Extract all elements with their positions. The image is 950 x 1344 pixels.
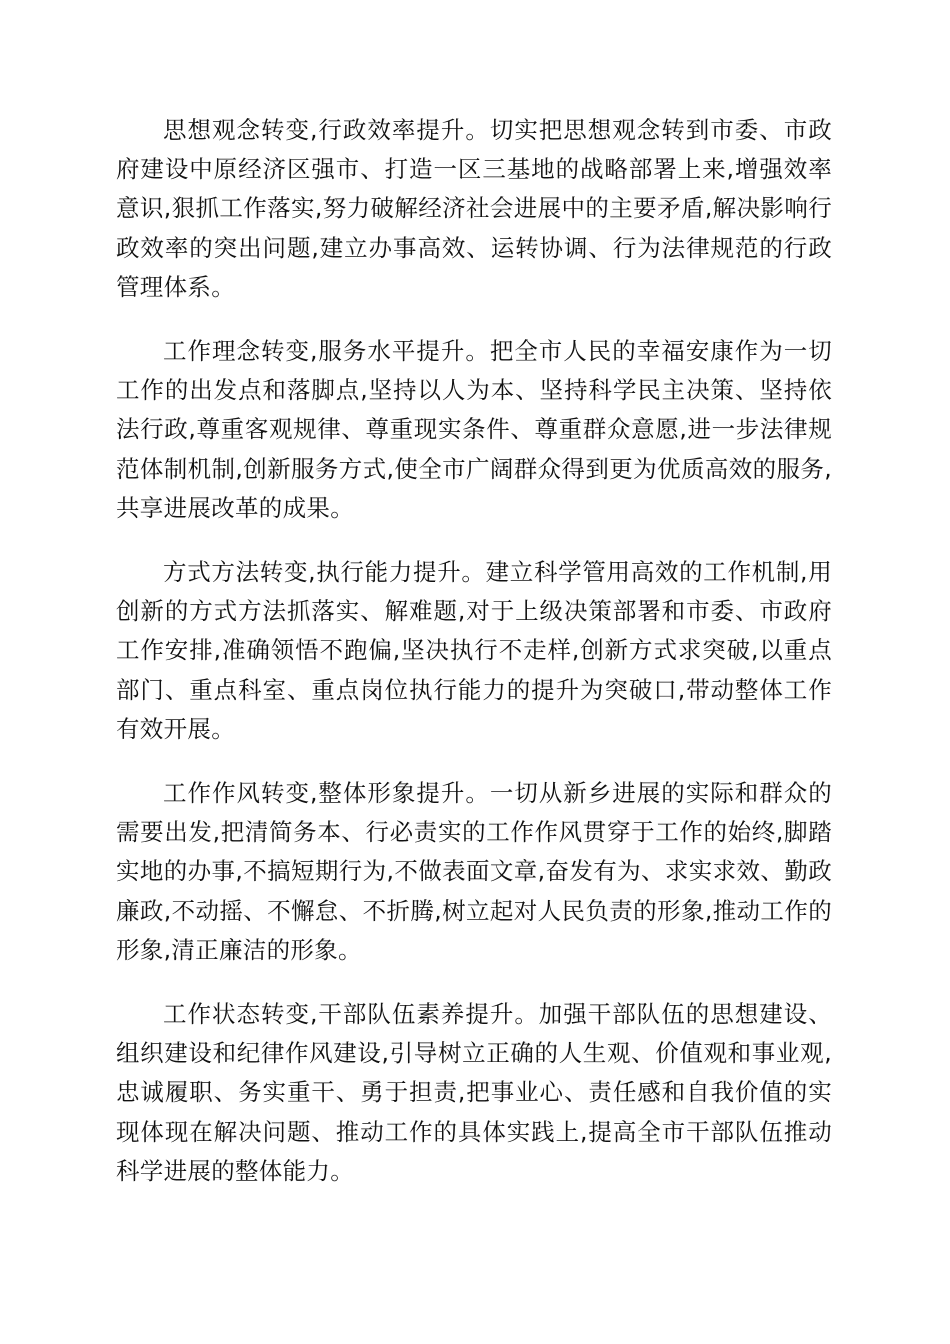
paragraph-work-style: 工作作风转变,整体形象提升。一切从新乡进展的实际和群众的需要出发,把清简务本、行必责实的工作作风贯穿于工作的始终,脚踏实地的办事,不搞短期行为,不做表面文章,奋发有为、求实求效、勤政廉政,不动摇、不懈怠、不折腾,树立起对人民负责的形象,推动工作的形象,清正廉洁的形象。 [116, 779, 832, 964]
paragraph-methods: 方式方法转变,执行能力提升。建立科学管用高效的工作机制,用创新的方式方法抓落实、解难题,对于上级决策部署和市委、市政府工作安排,准确领悟不跑偏,坚决执行不走样,创新方式求突破,以重点部门、重点科室、重点岗位执行能力的提升为突破口,带动整体工作有效开展。 [116, 558, 832, 743]
paragraph-work-concept: 工作理念转变,服务水平提升。把全市人民的幸福安康作为一切工作的出发点和落脚点,坚持以人为本、坚持科学民主决策、坚持依法行政,尊重客观规律、尊重现实条件、尊重群众意愿,进一步法律规范体制机制,创新服务方式,使全市广阔群众得到更为优质高效的服务,共享进展改革的成果。 [116, 337, 832, 522]
paragraph-thinking: 思想观念转变,行政效率提升。切实把思想观念转到市委、市政府建设中原经济区强市、打造一区三基地的战略部署上来,增强效率意识,狠抓工作落实,努力破解经济社会进展中的主要矛盾,解决影响行政效率的突出问题,建立办事高效、运转协调、行为法律规范的行政管理体系。 [116, 116, 832, 301]
paragraph-work-state: 工作状态转变,干部队伍素养提升。加强干部队伍的思想建设、组织建设和纪律作风建设,引导树立正确的人生观、价值观和事业观,忠诚履职、务实重干、勇于担责,把事业心、责任感和自我价值的实现体现在解决问题、推动工作的具体实践上,提高全市干部队伍推动科学进展的整体能力。 [116, 1000, 832, 1185]
document-body [116, 111, 832, 1216]
